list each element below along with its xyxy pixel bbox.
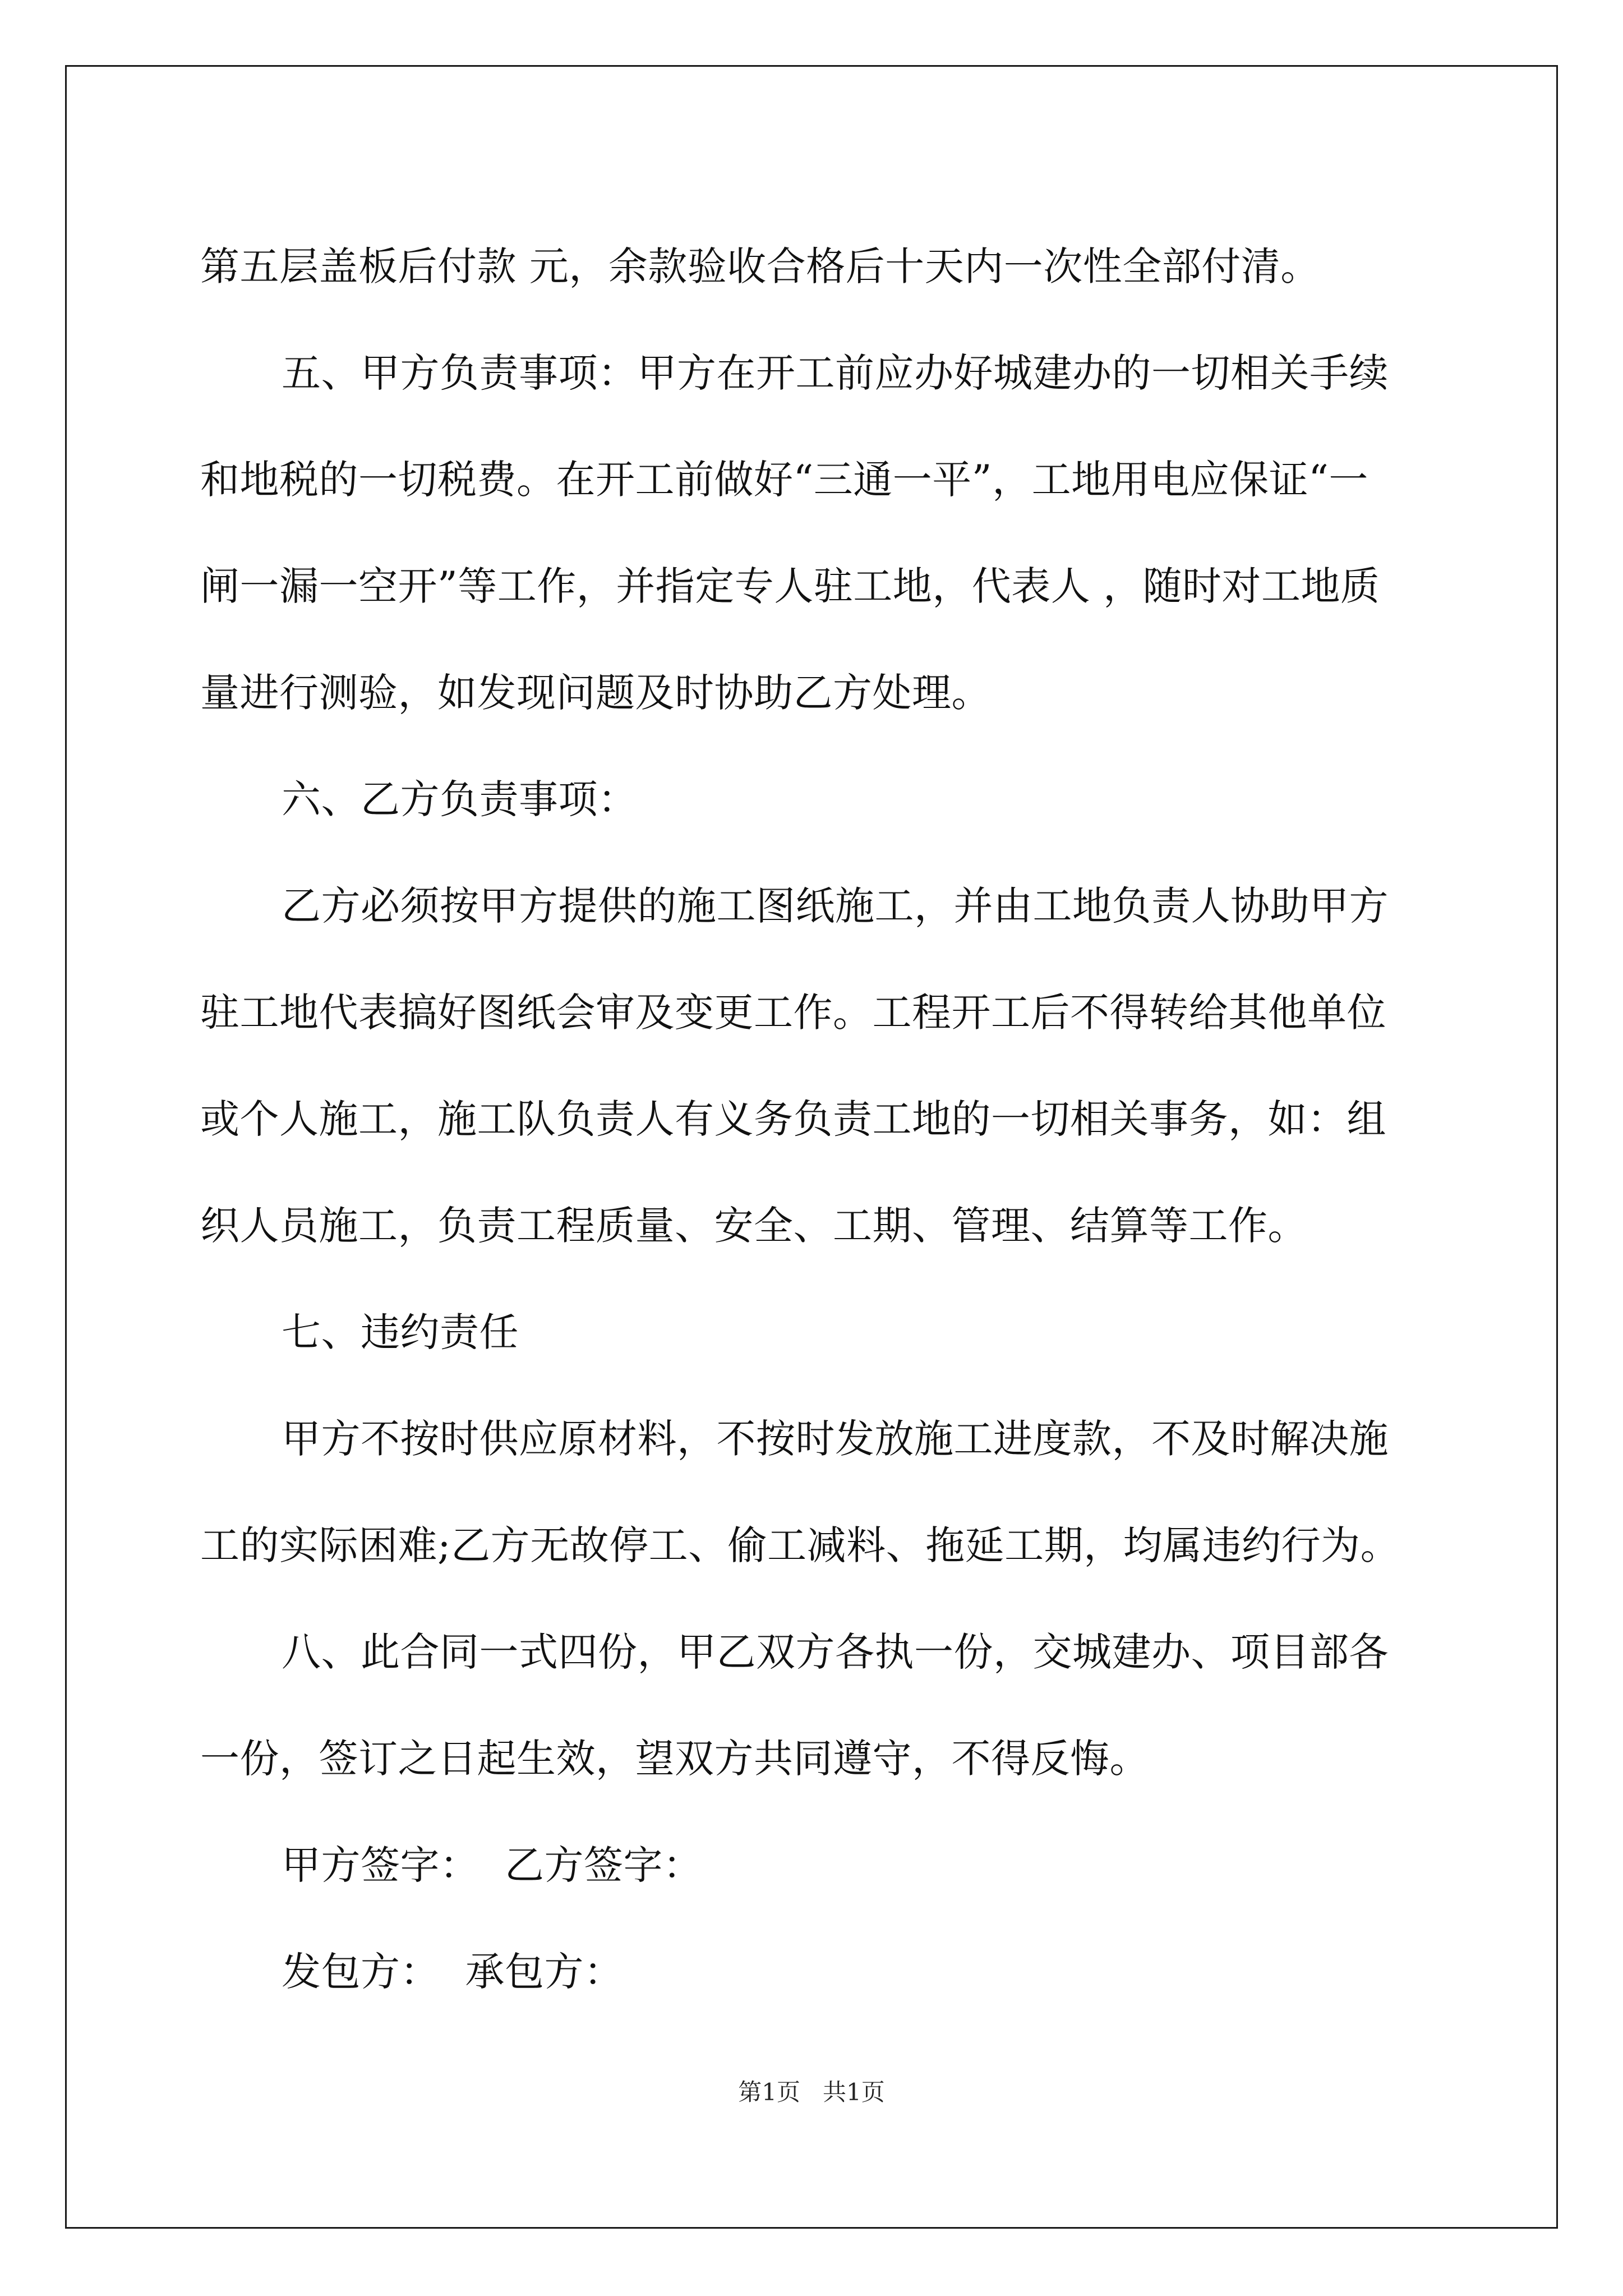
text-line: 一份，签订之日起生效，望双方共同遵守，不得反悔。 <box>200 1736 1149 1782</box>
text-line: 乙方必须按甲方提供的施工图纸施工，并由工地负责人协助甲方 <box>282 883 1389 929</box>
text-line: 和地税的一切税费。在开工前做好“三通一平”，工地用电应保证“一 <box>200 457 1368 503</box>
text-line: 或个人施工，施工队负责人有义务负责工地的一切相关事务，如：组 <box>200 1096 1386 1142</box>
text-line: 驻工地代表搞好图纸会审及变更工作。工程开工后不得转给其他单位 <box>200 990 1386 1036</box>
text-line: 闸一漏一空开”等工作，并指定专人驻工地，代表人 ，随时对工地质 <box>200 563 1380 609</box>
document-body <box>200 213 1423 2025</box>
text-line: 第五层盖板后付款 元，余款验收合格后十天内一次性全部付清。 <box>200 243 1320 289</box>
text-line: 量进行测验，如发现问题及时协助乙方处理。 <box>200 670 991 716</box>
party-line: 发包方： 承包方： <box>282 1949 624 1995</box>
section-heading: 七、违约责任 <box>282 1309 519 1355</box>
text-line: 工的实际困难;乙方无故停工、偷工减料、拖延工期，均属违约行为。 <box>200 1522 1400 1568</box>
page-footer: 第1页 共1页 <box>738 2078 885 2106</box>
text-line: 五、甲方负责事项：甲方在开工前应办好城建办的一切相关手续 <box>282 350 1389 396</box>
text-line: 甲方不按时供应原材料，不按时发放施工进度款，不及时解决施 <box>282 1416 1389 1462</box>
text-line: 八、此合同一式四份，甲乙双方各执一份，交城建办、项目部各 <box>282 1629 1389 1675</box>
section-heading: 六、乙方负责事项： <box>282 776 638 822</box>
text-line: 织人员施工，负责工程质量、安全、工期、管理、结算等工作。 <box>200 1203 1307 1249</box>
signature-line: 甲方签字： 乙方签字： <box>282 1842 703 1888</box>
